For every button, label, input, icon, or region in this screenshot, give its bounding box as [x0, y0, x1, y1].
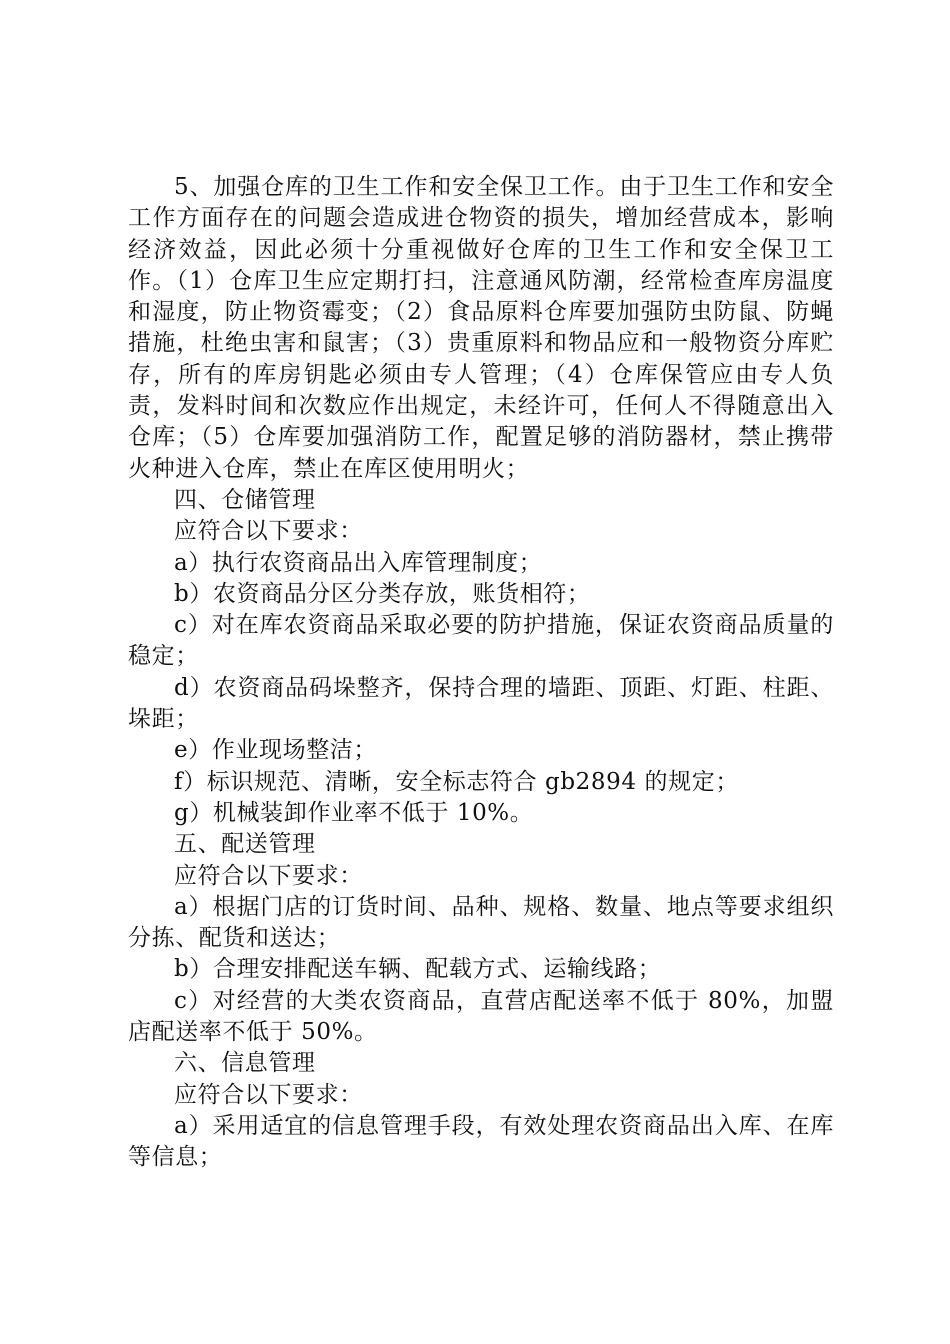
document-body	[128, 172, 834, 1174]
list-item: g）机械装卸作业率不低于 10%。	[174, 799, 534, 826]
section-heading-storage: 四、仓储管理	[174, 486, 316, 513]
list-item: a）采用适宜的信息管理手段，有效处理农资商品出入库、在库等信息；	[128, 1112, 834, 1171]
requirements-intro: 应符合以下要求：	[174, 862, 363, 889]
list-item: c）对在库农资商品采取必要的防护措施，保证农资商品质量的稳定；	[128, 612, 834, 670]
requirements-intro: 应符合以下要求：	[174, 1081, 363, 1108]
list-item: c）对经营的大类农资商品，直营店配送率不低于 80%，加盟店配送率不低于 50%。	[128, 987, 834, 1046]
list-item: b）合理安排配送车辆、配载方式、运输线路；	[174, 956, 662, 983]
requirements-intro: 应符合以下要求：	[174, 518, 363, 545]
list-item: a）执行农资商品出入库管理制度；	[174, 549, 543, 576]
paragraph-hygiene-security: 5、加强仓库的卫生工作和安全保卫工作。由于卫生工作和安全工作方面存在的问题会造成进仓物资的损失，增加经营成本，影响经济效益，因此必须十分重视做好仓库的卫生工作和安全保卫工作。（1）仓库卫生应定期打扫，注意通风防潮，经常检查库房温度和湿度，防止物资霉变；（2）食品原料仓库要加强防虫防鼠、防蝇措施，杜绝虫害和鼠害；（3）贵重原料和物品应和一般物资分库贮存，所有的库房钥匙必须由专人管理；（4）仓库保管应由专人负责，发料时间和次数应作出规定，未经许可，任何人不得随意出入仓库；（5）仓库要加强消防工作，配置足够的消防器材，禁止携带火种进入仓库，禁止在库区使用明火；	[128, 174, 834, 482]
list-item: f）标识规范、清晰，安全标志符合 gb2894 的规定；	[174, 768, 739, 795]
list-item: a）根据门店的订货时间、品种、规格、数量、地点等要求组织分拣、配货和送达；	[128, 893, 834, 952]
section-heading-information: 六、信息管理	[174, 1050, 316, 1077]
section-heading-distribution: 五、配送管理	[174, 831, 316, 858]
list-item: d）农资商品码垛整齐，保持合理的墙距、顶距、灯距、柱距、垛距；	[128, 674, 834, 733]
list-item: b）农资商品分区分类存放，账货相符；	[174, 580, 591, 607]
list-item: e）作业现场整洁；	[174, 737, 378, 764]
